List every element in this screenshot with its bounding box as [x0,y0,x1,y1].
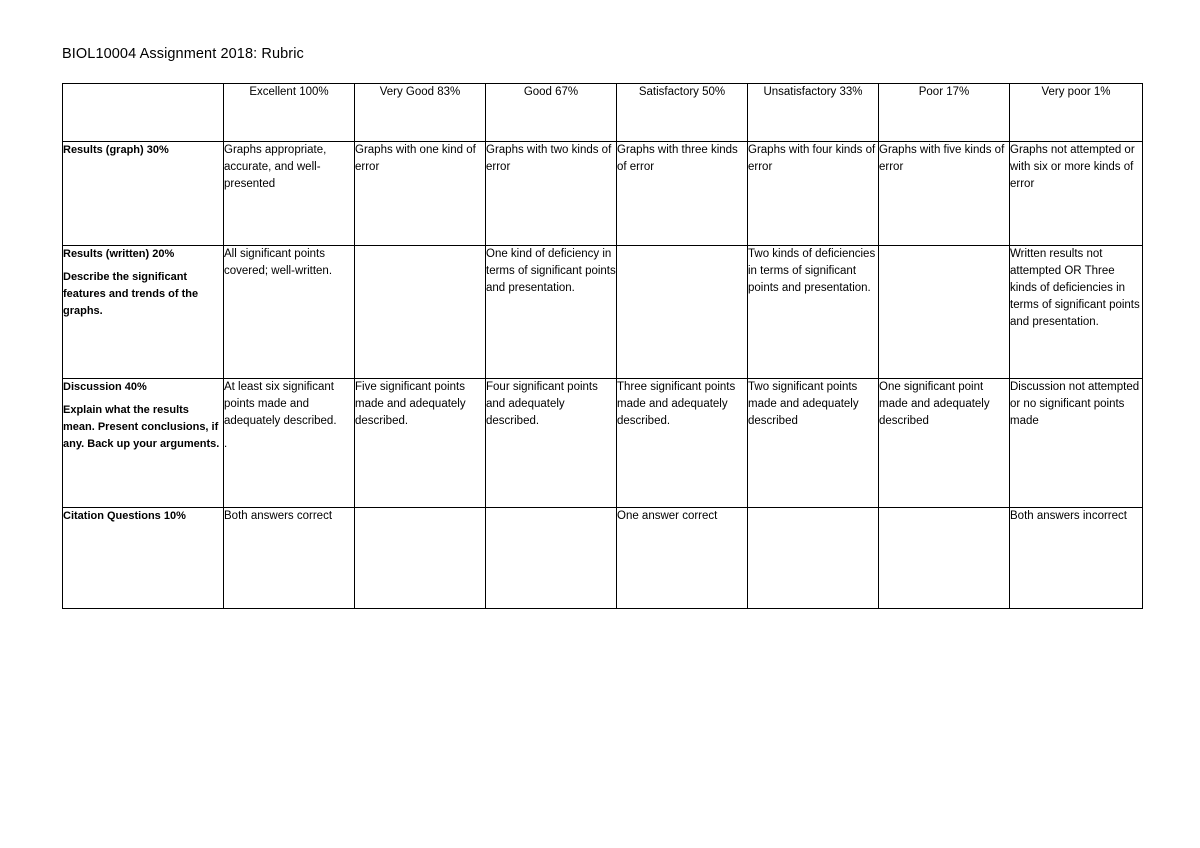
grade-header-poor: Poor 17% [879,84,1010,142]
rubric-cell: Two kinds of deficiencies in terms of significant points and presentation. [748,246,879,379]
rubric-cell [879,508,1010,609]
corner-cell [63,84,224,142]
grade-header-very-poor: Very poor 1% [1010,84,1143,142]
rubric-cell: Graphs with two kinds of error [486,142,617,246]
rubric-row-discussion [63,379,1143,508]
rubric-table [62,83,1143,609]
grade-header-very-good: Very Good 83% [355,84,486,142]
grade-header-row [63,84,1143,142]
rubric-cell: Three significant points made and adequately described. [617,379,748,508]
rubric-cell [486,508,617,609]
rubric-cell: Graphs with four kinds of error [748,142,879,246]
criterion-cell [63,508,224,609]
rubric-cell: All significant points covered; well-written. [224,246,355,379]
rubric-row-results-graph [63,142,1143,246]
rubric-cell [748,508,879,609]
rubric-cell: Both answers correct [224,508,355,609]
grade-header-unsatisfactory: Unsatisfactory 33% [748,84,879,142]
rubric-cell: Discussion not attempted or no significant points made [1010,379,1143,508]
criterion-cell [63,379,224,508]
page-title: BIOL10004 Assignment 2018: Rubric [62,46,304,62]
grade-header-satisfactory: Satisfactory 50% [617,84,748,142]
grade-header-excellent: Excellent 100% [224,84,355,142]
criterion-cell [63,246,224,379]
rubric-cell: One answer correct [617,508,748,609]
rubric-cell-text: At least six significant points made and adequately described. [224,381,337,427]
rubric-cell: Two significant points made and adequately described [748,379,879,508]
rubric-cell: Graphs with three kinds of error [617,142,748,246]
rubric-cell: Graphs not attempted or with six or more kinds of error [1010,142,1143,246]
criterion-name: Citation Questions 10% [63,510,186,522]
rubric-cell: One significant point made and adequately described [879,379,1010,508]
criterion-cell [63,142,224,246]
criterion-name: Discussion 40% [63,381,147,393]
rubric-row-citation [63,508,1143,609]
rubric-cell: Graphs with one kind of error [355,142,486,246]
rubric-cell [224,379,355,508]
criterion-description: Explain what the results mean. Present conclusions, if any. Back up your arguments. [63,404,220,450]
rubric-cell-note: . [224,438,228,450]
rubric-cell: Four significant points and adequately described. [486,379,617,508]
grade-header-good: Good 67% [486,84,617,142]
rubric-cell [617,246,748,379]
rubric-row-results-written [63,246,1143,379]
rubric-cell: One kind of deficiency in terms of significant points and presentation. [486,246,617,379]
criterion-description: Describe the significant features and trends of the graphs. [63,271,199,317]
rubric-cell: Graphs with five kinds of error [879,142,1010,246]
rubric-cell [879,246,1010,379]
criterion-name: Results (written) 20% [63,248,175,260]
rubric-cell [355,508,486,609]
rubric-cell: Both answers incorrect [1010,508,1143,609]
rubric-cell [355,246,486,379]
rubric-cell: Written results not attempted OR Three kinds of deficiencies in terms of significant points and presentation. [1010,246,1143,379]
rubric-cell: Five significant points made and adequately described. [355,379,486,508]
criterion-name: Results (graph) 30% [63,144,169,156]
rubric-cell: Graphs appropriate, accurate, and well-presented [224,142,355,246]
